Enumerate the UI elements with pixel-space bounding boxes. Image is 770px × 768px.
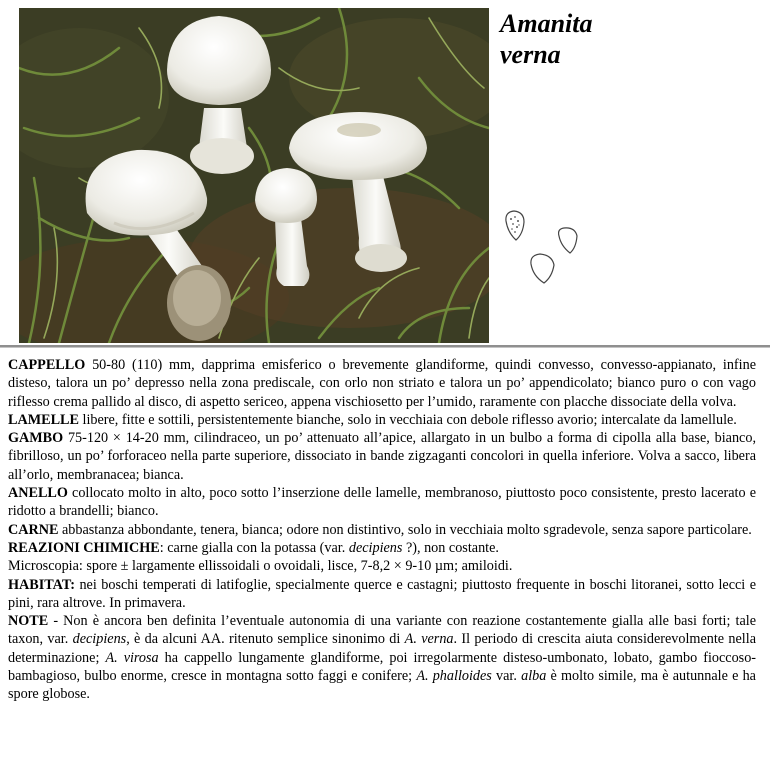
title-genus: Amanita: [500, 9, 593, 38]
description-text: [8, 356, 756, 704]
label-note: NOTE: [8, 613, 49, 630]
label-anello: ANELLO: [8, 485, 68, 502]
section-carne: [8, 521, 756, 539]
divider-rule: [0, 345, 770, 348]
text-microscopia: Microscopia: spore ± largamente ellissoidali o ovoidali, lisce, 7-8,2 × 9-10 µm; amiloidi.: [8, 558, 513, 575]
text-note-italic-5: alba: [521, 668, 547, 685]
label-lamelle: LAMELLE: [8, 411, 79, 428]
text-note-2: , è da alcuni AA. ritenuto semplice sinonimo di: [126, 631, 405, 648]
text-reazioni-2: ?), non costante.: [402, 539, 499, 556]
text-anello: collocato molto in alto, poco sotto l’inserzione delle lamelle, membranoso, piuttosto poco consistente, presto lacerato e ridotto a brandelli; bianco.: [8, 485, 756, 520]
spores-drawing: [500, 208, 580, 288]
label-carne: CARNE: [8, 521, 59, 538]
spore-drawing-3: [531, 254, 554, 283]
text-note-italic-2: A. verna: [404, 631, 454, 648]
text-note-italic-3: A. virosa: [105, 649, 159, 666]
text-note-3: . Il periodo di crescita aiuta considerevolmente nella determinazione;: [8, 631, 756, 666]
text-lamelle: libere, fitte e sottili, persistentemente bianche, solo in vecchiaia con debole riflesso avorio; intercalate da lamellule.: [78, 411, 737, 428]
text-carne: abbastanza abbondante, tenera, bianca; odore non distintivo, solo in vecchiaia molto sgradevole, senza sapore particolare.: [58, 521, 752, 538]
spore-drawing-2: [559, 228, 577, 253]
text-note-6: è molto simile, ma è autunnale e ha spore globose.: [8, 668, 756, 703]
text-habitat: nei boschi temperati di latifoglie, specialmente querce e castagni; piuttosto frequente in boschi litoranei, sotto lecci e pini, rara altrove. In primavera.: [8, 576, 756, 611]
spore-drawing-1: [506, 211, 524, 240]
section-note: [8, 612, 756, 703]
label-reazioni: REAZIONI CHIMICHE: [8, 539, 160, 556]
section-microscopia: [8, 557, 756, 575]
text-reazioni-italic: decipiens: [348, 539, 403, 556]
title-species: verna: [500, 40, 561, 69]
mushroom-photo-illustration: [19, 8, 489, 343]
text-note-5: var.: [491, 668, 522, 685]
text-note-italic-1: decipiens: [72, 631, 127, 648]
species-title: [500, 8, 592, 70]
text-note-4: ha cappello lungamente glandiforme, poi irregolarmente disteso-umbonato, lobato, gambo fioccoso-bambagioso, bulbo enorme, cresce in montagna sotto faggi e conifere;: [8, 649, 757, 685]
section-cappello: [8, 356, 756, 411]
text-reazioni-1: : carne gialla con la potassa (var.: [159, 539, 349, 556]
section-lamelle: [8, 411, 756, 429]
section-gambo: [8, 429, 756, 484]
mushroom-photo: [19, 8, 489, 343]
text-gambo: 75-120 × 14-20 mm, cilindraceo, un po’ attenuato all’apice, allargato in un bulbo a forma di cipolla alla base, bianco, fibrilloso, un po’ forforaceo nella parte superiore, dissociato in bande zigzaganti concolori in quella inferiore. Volva a sacco, libera all’orlo, membranacea; bianca.: [8, 430, 756, 483]
label-cappello: CAPPELLO: [8, 357, 86, 373]
section-reazioni: [8, 539, 756, 557]
section-anello: [8, 484, 756, 521]
text-note-1: - Non è ancora ben definita l’eventuale autonomia di una variante con reazione costantemente gialla alle basi forti; tale taxon, var.: [8, 613, 756, 648]
section-habitat: [8, 576, 756, 613]
label-gambo: GAMBO: [8, 430, 64, 447]
label-habitat: HABITAT:: [8, 576, 75, 593]
text-note-italic-4: A. phalloides: [416, 668, 492, 685]
text-cappello: 50-80 (110) mm, dapprima emisferico o brevemente glandiforme, quindi convesso, convesso-appianato, infine disteso, talora un po’ depresso nella zona prediscale, con orlo non striato e talora un po’ appendicolato; bianco puro o con vago riflesso crema pallido al disco, di aspetto sericeo, appena vischiosetto per l’umido, raramente con placche dissociate della volva.: [8, 357, 756, 410]
